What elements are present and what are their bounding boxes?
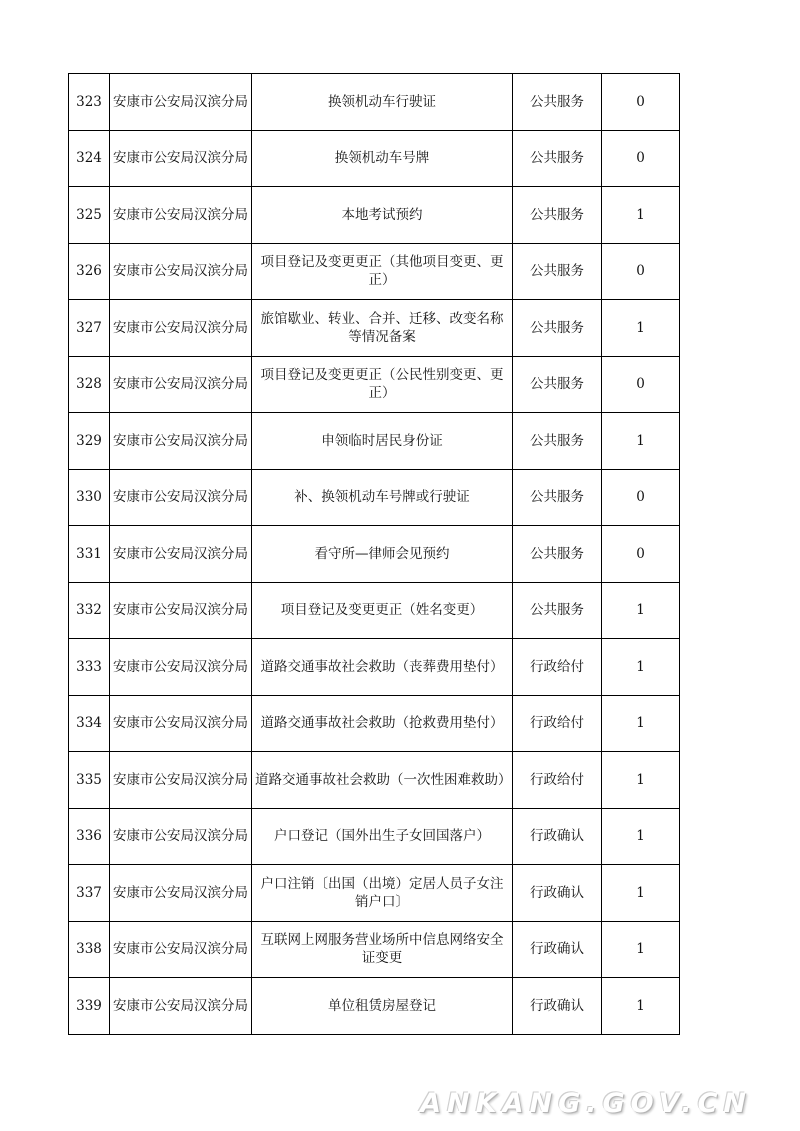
service-item-cell: 道路交通事故社会救助（一次性困难救助） [252, 752, 513, 809]
service-item-cell: 看守所—律师会见预约 [252, 526, 513, 583]
count-cell: 1 [602, 865, 680, 922]
table-row [69, 469, 680, 526]
organization-cell: 安康市公安局汉滨分局 [110, 130, 252, 187]
count-cell: 0 [602, 74, 680, 131]
service-type-cell: 行政确认 [513, 865, 602, 922]
row-number-cell: 330 [69, 469, 110, 526]
service-item-cell: 户口注销〔出国（出境）定居人员子女注销户口〕 [252, 865, 513, 922]
service-item-cell: 项目登记及变更更正（其他项目变更、更正） [252, 243, 513, 300]
row-number-cell: 323 [69, 74, 110, 131]
organization-cell: 安康市公安局汉滨分局 [110, 243, 252, 300]
service-type-cell: 公共服务 [513, 74, 602, 131]
count-cell: 1 [602, 808, 680, 865]
service-type-cell: 行政确认 [513, 921, 602, 978]
records-table [68, 73, 680, 1035]
service-type-cell: 行政确认 [513, 808, 602, 865]
service-type-cell: 行政确认 [513, 978, 602, 1035]
service-item-cell: 换领机动车号牌 [252, 130, 513, 187]
table-row [69, 526, 680, 583]
service-type-cell: 行政给付 [513, 752, 602, 809]
service-type-cell: 公共服务 [513, 356, 602, 413]
service-type-cell: 公共服务 [513, 413, 602, 470]
table-row [69, 582, 680, 639]
organization-cell: 安康市公安局汉滨分局 [110, 187, 252, 244]
count-cell: 1 [602, 695, 680, 752]
service-type-cell: 公共服务 [513, 243, 602, 300]
service-type-cell: 行政给付 [513, 695, 602, 752]
table-row [69, 639, 680, 696]
row-number-cell: 326 [69, 243, 110, 300]
row-number-cell: 338 [69, 921, 110, 978]
organization-cell: 安康市公安局汉滨分局 [110, 300, 252, 357]
organization-cell: 安康市公安局汉滨分局 [110, 582, 252, 639]
row-number-cell: 331 [69, 526, 110, 583]
organization-cell: 安康市公安局汉滨分局 [110, 695, 252, 752]
row-number-cell: 332 [69, 582, 110, 639]
row-number-cell: 336 [69, 808, 110, 865]
count-cell: 0 [602, 469, 680, 526]
service-type-cell: 公共服务 [513, 469, 602, 526]
count-cell: 0 [602, 526, 680, 583]
table-row [69, 695, 680, 752]
row-number-cell: 339 [69, 978, 110, 1035]
service-item-cell: 换领机动车行驶证 [252, 74, 513, 131]
service-item-cell: 项目登记及变更更正（姓名变更） [252, 582, 513, 639]
table-row [69, 130, 680, 187]
site-watermark: ANKANG.GOV.CN [420, 1088, 752, 1119]
count-cell: 1 [602, 978, 680, 1035]
service-type-cell: 公共服务 [513, 130, 602, 187]
service-item-cell: 互联网上网服务营业场所中信息网络安全证变更 [252, 921, 513, 978]
service-item-cell: 补、换领机动车号牌或行驶证 [252, 469, 513, 526]
organization-cell: 安康市公安局汉滨分局 [110, 865, 252, 922]
service-item-cell: 旅馆歇业、转业、合并、迁移、改变名称等情况备案 [252, 300, 513, 357]
row-number-cell: 325 [69, 187, 110, 244]
count-cell: 1 [602, 582, 680, 639]
row-number-cell: 333 [69, 639, 110, 696]
count-cell: 1 [602, 413, 680, 470]
row-number-cell: 327 [69, 300, 110, 357]
count-cell: 1 [602, 921, 680, 978]
row-number-cell: 329 [69, 413, 110, 470]
row-number-cell: 328 [69, 356, 110, 413]
service-type-cell: 公共服务 [513, 582, 602, 639]
service-type-cell: 公共服务 [513, 300, 602, 357]
service-item-cell: 道路交通事故社会救助（抢救费用垫付） [252, 695, 513, 752]
table-row [69, 865, 680, 922]
service-item-cell: 项目登记及变更更正（公民性别变更、更正） [252, 356, 513, 413]
organization-cell: 安康市公安局汉滨分局 [110, 74, 252, 131]
service-item-cell: 单位租赁房屋登记 [252, 978, 513, 1035]
organization-cell: 安康市公安局汉滨分局 [110, 469, 252, 526]
count-cell: 0 [602, 356, 680, 413]
service-item-cell: 申领临时居民身份证 [252, 413, 513, 470]
service-item-cell: 户口登记（国外出生子女回国落户） [252, 808, 513, 865]
organization-cell: 安康市公安局汉滨分局 [110, 752, 252, 809]
service-type-cell: 公共服务 [513, 187, 602, 244]
row-number-cell: 337 [69, 865, 110, 922]
service-item-cell: 本地考试预约 [252, 187, 513, 244]
organization-cell: 安康市公安局汉滨分局 [110, 808, 252, 865]
count-cell: 1 [602, 300, 680, 357]
records-table-body [69, 74, 680, 1035]
count-cell: 1 [602, 752, 680, 809]
service-type-cell: 公共服务 [513, 526, 602, 583]
table-row [69, 921, 680, 978]
organization-cell: 安康市公安局汉滨分局 [110, 526, 252, 583]
count-cell: 0 [602, 130, 680, 187]
count-cell: 1 [602, 187, 680, 244]
organization-cell: 安康市公安局汉滨分局 [110, 356, 252, 413]
table-row [69, 413, 680, 470]
service-type-cell: 行政给付 [513, 639, 602, 696]
table-row [69, 808, 680, 865]
table-row [69, 978, 680, 1035]
table-row [69, 300, 680, 357]
table-row [69, 243, 680, 300]
count-cell: 1 [602, 639, 680, 696]
organization-cell: 安康市公安局汉滨分局 [110, 921, 252, 978]
table-row [69, 74, 680, 131]
count-cell: 0 [602, 243, 680, 300]
table-row [69, 187, 680, 244]
row-number-cell: 335 [69, 752, 110, 809]
row-number-cell: 334 [69, 695, 110, 752]
row-number-cell: 324 [69, 130, 110, 187]
table-row [69, 356, 680, 413]
organization-cell: 安康市公安局汉滨分局 [110, 639, 252, 696]
service-item-cell: 道路交通事故社会救助（丧葬费用垫付） [252, 639, 513, 696]
organization-cell: 安康市公安局汉滨分局 [110, 978, 252, 1035]
organization-cell: 安康市公安局汉滨分局 [110, 413, 252, 470]
table-row [69, 752, 680, 809]
